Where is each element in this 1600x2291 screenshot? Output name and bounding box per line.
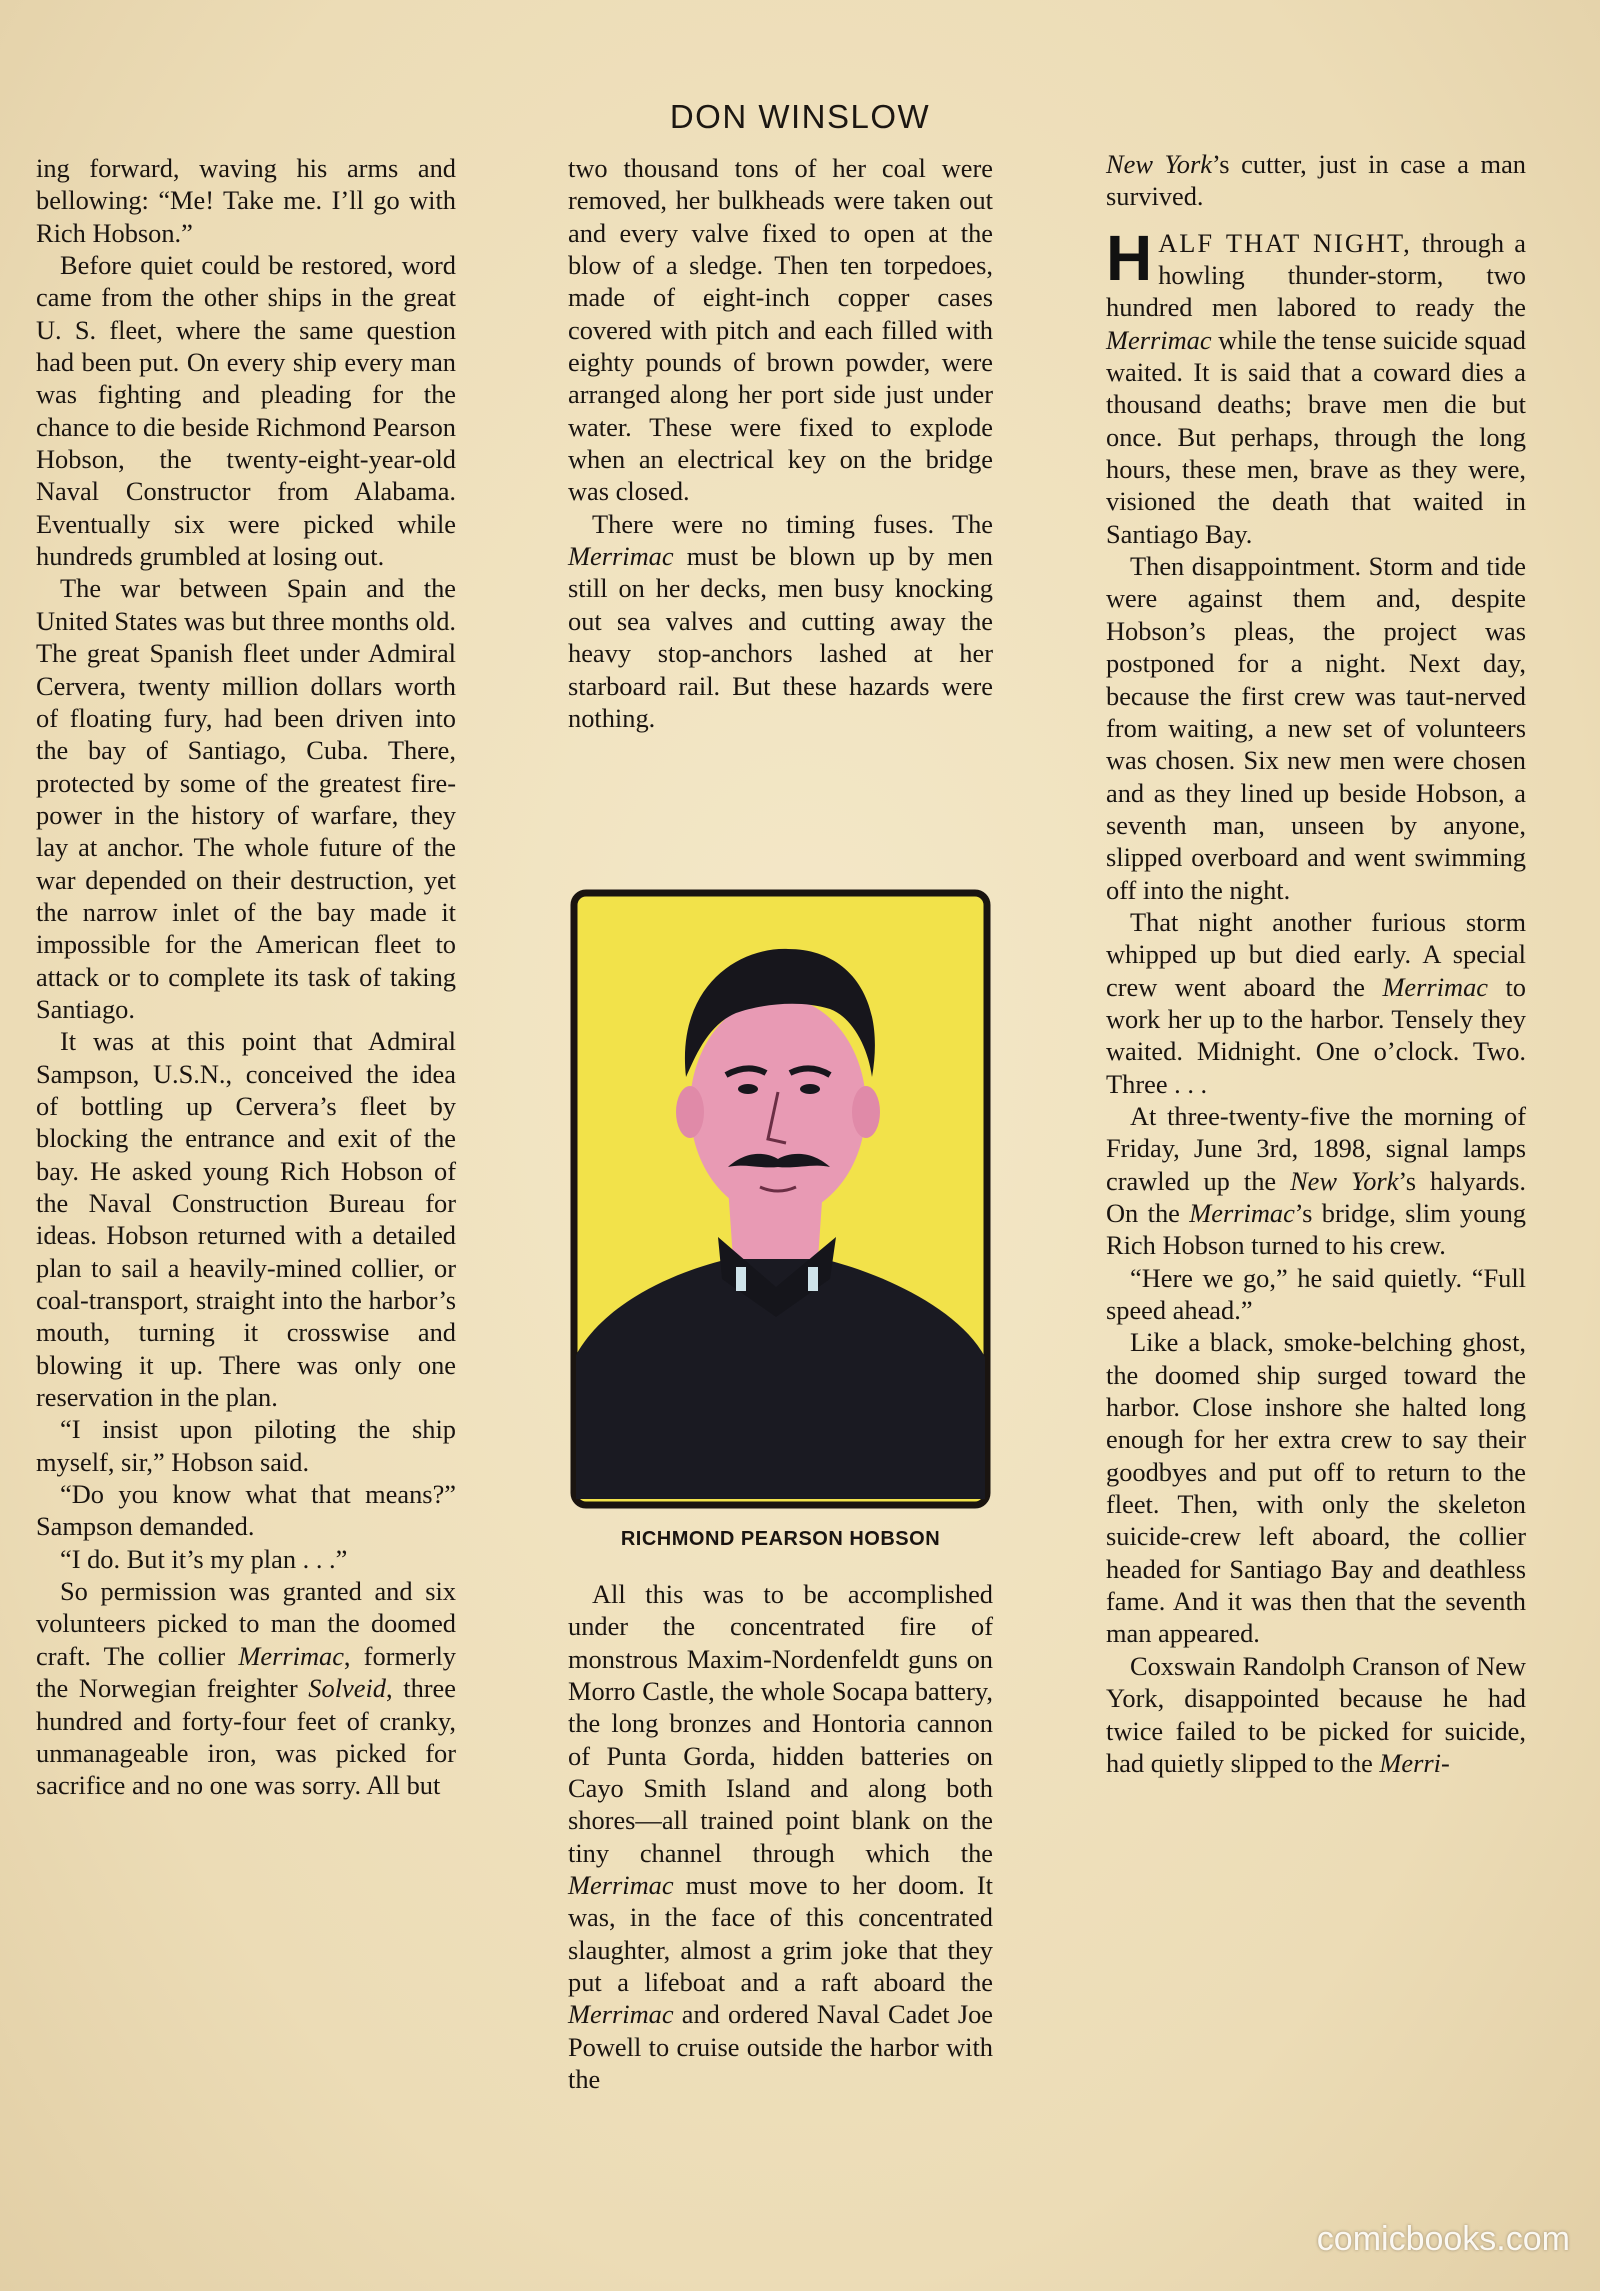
paragraph: The war between Spain and the United States was but three months old. The great Spanish fleet under Admiral Cervera, twenty million dollars worth of floating fury, had been driven into the bay of Santiago, Cuba. There, protected by some of the greatest fire-power in the history of warfare, they lay at anchor. The whole future of the war depended on their destruction, yet the narrow inlet of the bay made it impossible for the American fleet to attack or to complete its task of taking Santiago. [36,573,456,1024]
text-run: Coxswain Randolph Cranson of New York, disappointed because he had twice failed to be picked for suicide, had quietly slipped to the [1106,1650,1526,1778]
paragraph [568,1578,993,2096]
text-run: must be blown up by men still on her decks, men busy knocking out sea valves and cutting away the heavy stop-anchors lashed at her starboard rail. But these hazards were nothing. [568,541,993,733]
text-run: ’s halyards. On the [1106,1165,1526,1228]
ship-name: New York [1106,149,1212,179]
text-run: ’s bridge, slim young Rich Hobson turned to his crew. [1106,1198,1526,1261]
page-header: DON WINSLOW [669,98,931,135]
text-run: , three hundred and forty-four feet of cranky, unmanageable iron, was picked for sacrifice and no one was sorry. All but [36,1673,456,1801]
column-3 [1106,148,1526,1779]
text-run: , formerly the Norwegian freighter [36,1640,457,1704]
paragraph: “I do. But it’s my plan . . .” [60,1543,348,1574]
text-run: and ordered Naval Cadet Joe Powell to cruise outside the harbor with the [568,1999,993,2095]
paragraph [1106,906,1526,1100]
text-run: So permission was granted and six volunteers picked to man the doomed craft. The collier [36,1576,456,1671]
text-run: to work her up to the harbor. Tensely they waited. Midnight. One o’clock. Two. Three . . . [1106,971,1526,1099]
paragraph: two thousand tons of her coal were removed, her bulkheads were taken out and every valve fixed to open at the blow of a sledge. Then ten torpedoes, made of eight-inch copper cases covered with pitch and each filled with eighty pounds of brown powder, were arranged along her port side just under water. These were fixed to explode when an electrical key on the bridge was closed. [568,153,993,507]
ship-name: Merrimac [1382,971,1488,1002]
portrait-caption: RICHMOND PEARSON HOBSON [620,1528,941,1550]
text-run: That night another furious storm whipped up but died early. A special crew went aboard the [1106,906,1526,1002]
paragraph: “Here we go,” he said quietly. “Full speed ahead.” [1106,1262,1526,1326]
column-2-lower [568,1578,993,2096]
ship-name: Merrimac [238,1640,344,1671]
lead-in-caps: ALF THAT NIGHT, [1158,227,1412,258]
text-run: while the tense suicide squad waited. It is said that a coward dies a thousand deaths; brave men die but once. But perhaps, through the long hours, these men, brave as they were, visioned the death that waited in Santiago Bay. [1106,324,1526,549]
paragraph [1106,221,1526,550]
text-run: At three-twenty-five the morning of Friday, June 3rd, 1898, signal lamps crawled up the [1106,1100,1526,1196]
paragraph [1106,1650,1526,1779]
ship-name: Solveid [308,1673,386,1704]
paragraph [1106,148,1526,213]
text-run: must move to her doom. It was, in the face of this concentrated slaughter, almost a grim joke that they put a lifeboat and a raft aboard the [568,1870,993,1998]
paragraph [36,1575,456,1801]
ship-name: Merrimac [1106,324,1212,355]
drop-cap: H [1106,221,1153,294]
ship-name: Merrimac [568,1999,674,2030]
text-run: through a howling thunder-storm, two hundred men labored to ready the [1106,227,1526,323]
text-run: ’s cutter, just in case a man survived. [1106,149,1526,212]
paragraph: “I insist upon piloting the ship myself, sir,” Hobson said. [36,1414,456,1477]
paragraph: Then disappointment. Storm and tide were against them and, despite Hobson’s pleas, the project was postponed for a night. Next day, because the first crew was taut-nerved from waiting, a new set of volunteers was chosen. Six new men were chosen and as they lined up beside Hobson, a seventh man, unseen by anyone, slipped overboard and went swimming off into the night. [1106,551,1526,905]
paragraph [1106,1100,1526,1262]
ship-name: New York [1290,1165,1399,1196]
ship-name: Merrimac [568,541,674,572]
text-run: All this was to be accomplished under the concentrated fire of monstrous Maxim-Nordenfeldt guns on Morro Castle, the whole Socapa battery, the long bronzes and Hontoria cannon of Punta Gorda, hidden batteries on Cayo Smith Island and along both shores—all trained point blank on the tiny channel through which the [568,1579,993,1868]
paragraph: ing forward, waving his arms and bellowing: “Me! Take me. I’ll go with Rich Hobson.” [36,153,456,248]
paragraph: Like a black, smoke-belching ghost, the doomed ship surged toward the harbor. Close inshore she halted long enough for her extra crew to say their goodbyes and put off to return to the fleet. Then, with only the skeleton suicide-crew left aboard, the collier headed for Santiago Bay and deathless fame. And it was then that the seventh man appeared. [1106,1327,1526,1649]
paragraph: It was at this point that Admiral Sampson, U.S.N., conceived the idea of bottling up Cervera’s fleet by blocking the entrance and exit of the bay. He asked young Rich Hobson of the Naval Construction Bureau for ideas. Hobson returned with a detailed plan to sail a heavily-mined collier, or coal-transport, straight into the harbor’s mouth, turning it crosswise and blowing it up. There was only one reservation in the plan. [36,1026,456,1413]
paragraph: Before quiet could be restored, word came from the other ships in the great U. S. fleet, where the same question had been put. On every ship every man was fighting and pleading for the chance to die beside Richmond Pearson Hobson, the twenty-eight-year-old Naval Constructor from Alabama. Eventually six were picked while hundreds grumbled at losing out. [36,250,456,572]
text-run: There were no timing fuses. The [592,508,993,539]
paragraph: “Do you know what that means?” Sampson demanded. [36,1479,456,1542]
portrait-illustration [568,887,993,1511]
ship-name: Merrimac [568,1870,674,1901]
column-2 [568,152,993,734]
column-1 [36,152,456,1802]
ship-name: Merri- [1379,1747,1450,1778]
watermark: comicbooks.com [1316,2220,1570,2258]
paragraph [568,508,993,734]
ship-name: Merrimac [1189,1198,1295,1228]
